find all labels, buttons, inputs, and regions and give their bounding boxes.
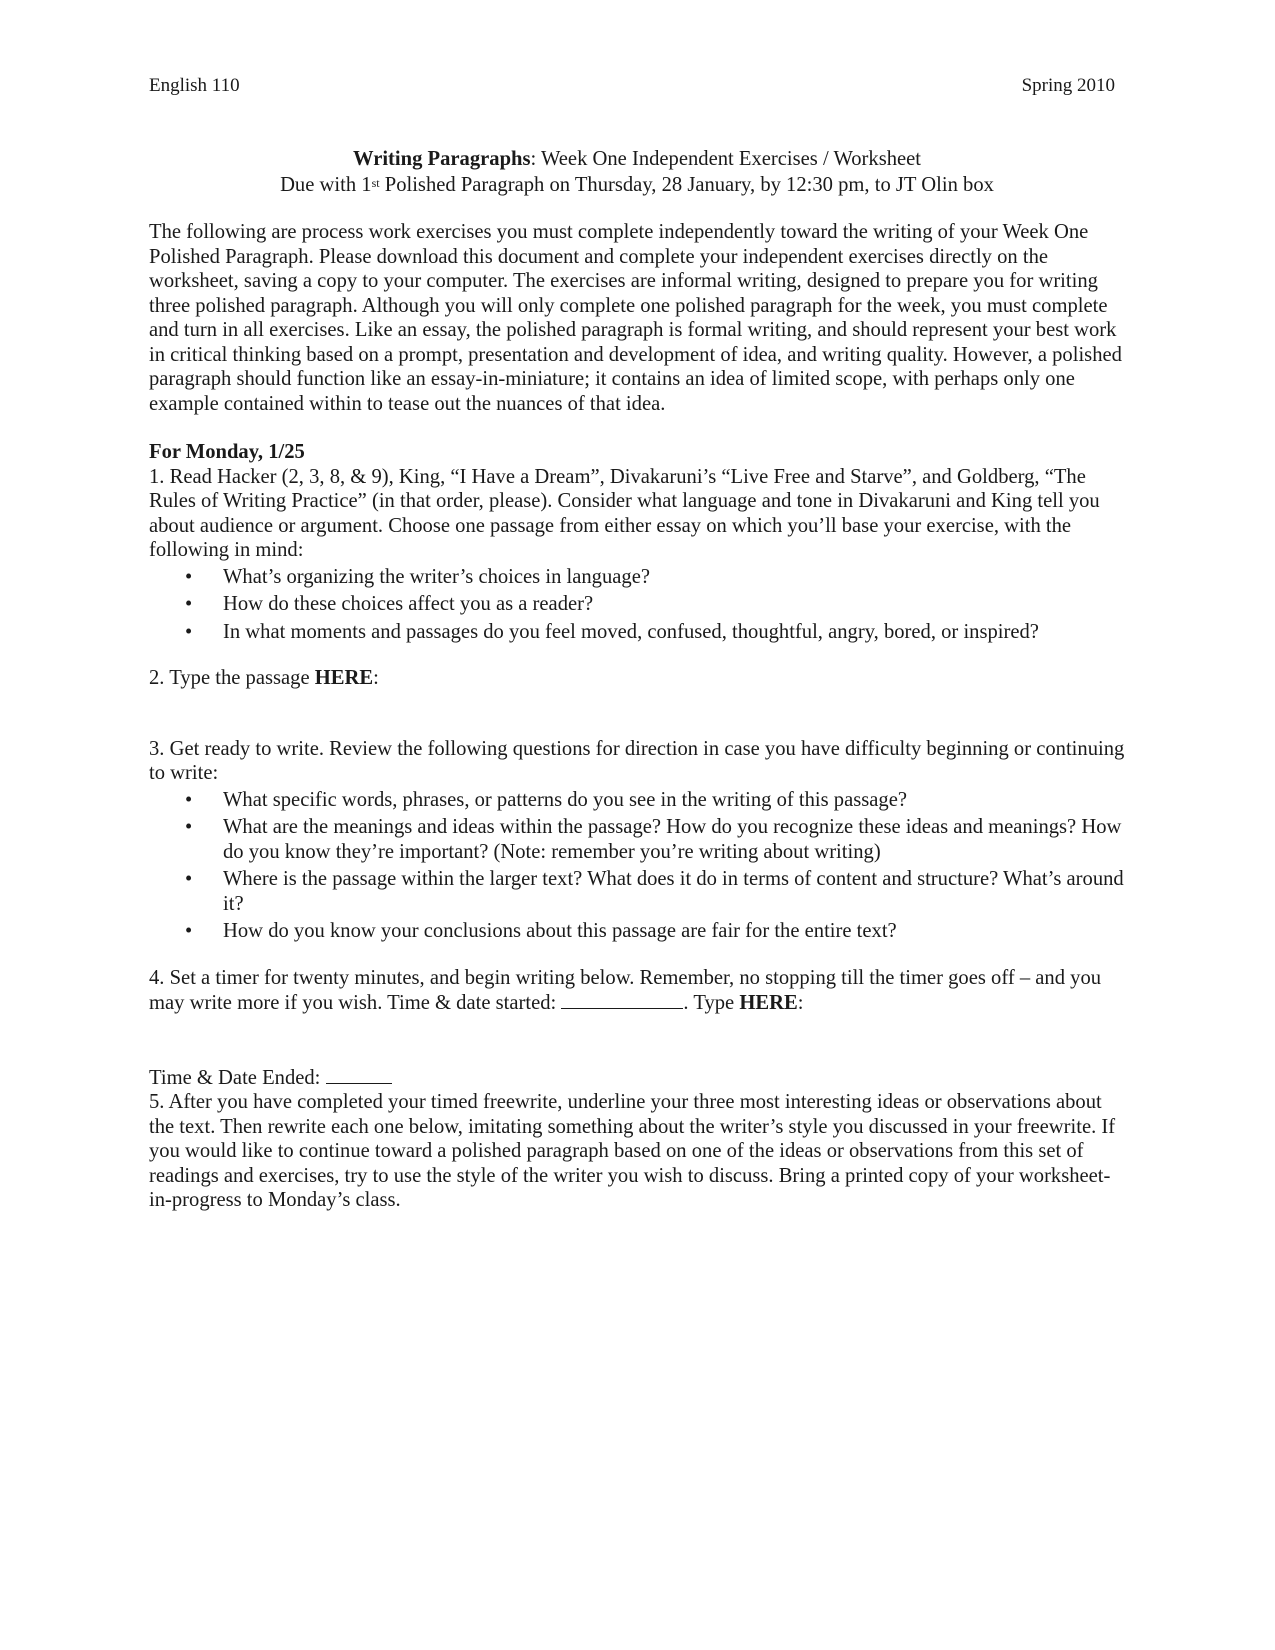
step-5-text: 5. After you have completed your timed freewrite, underline your three most interesting ideas or observations about the text. Then rewrite each one below, imitating something about the writer’s style you discussed in your freewrite. If you would like to continue toward a polished paragraph based on one of the ideas or observations from this set of readings and exercises, try to use the style of the writer you wish to discuss. Bring a printed copy of your worksheet-in-progress to Monday’s class.	[149, 1091, 1116, 1211]
bullet-text: What are the meanings and ideas within the passage? How do you recognize these ideas and meanings? How do you know they’re important? (Note: remember you’re writing about writing)	[223, 816, 1122, 863]
time-ended-blank[interactable]	[326, 1065, 392, 1084]
time-ended-line	[149, 1065, 1125, 1091]
document-body	[149, 146, 1125, 1213]
bullet-icon: •	[185, 593, 193, 615]
title-rest: : Week One Independent Exercises / Worksheet	[530, 148, 922, 170]
bullet-icon: •	[185, 816, 193, 838]
step-4-here: HERE	[739, 992, 798, 1014]
section-heading: For Monday, 1/25	[149, 441, 305, 463]
due-post: Polished Paragraph on Thursday, 28 January, by 12:30 pm, to JT Olin box	[379, 174, 994, 196]
step-2-colon: :	[373, 667, 379, 689]
bullet-icon: •	[185, 788, 193, 811]
due-sup: st	[371, 176, 380, 190]
step-2-text	[149, 666, 1125, 691]
bullet-icon: •	[185, 620, 193, 643]
bullet-text: What specific words, phrases, or patterns do you see in the writing of this passage?	[223, 788, 907, 811]
step-1-bullets	[149, 565, 1125, 645]
bullet-icon: •	[185, 920, 193, 942]
time-started-blank[interactable]	[561, 990, 683, 1009]
list-item	[149, 919, 1125, 944]
step-1-text: 1. Read Hacker (2, 3, 8, & 9), King, “I Have a Dream”, Divakaruni’s “Live Free and Starve”, and Goldberg, “The Rules of Writing Practice” (in that order, please). Consider what language and tone in Divakaruni and King tell you about audience or argument. Choose one passage from either essay on which you’ll base your exercise, with the following in mind:	[149, 465, 1100, 561]
bullet-icon: •	[185, 565, 193, 588]
list-item	[149, 867, 1125, 916]
step-3-text: 3. Get ready to write. Review the following questions for direction in case you have difficulty beginning or continuing to write:	[149, 737, 1125, 784]
step-2-label: 2. Type the passage	[149, 667, 315, 689]
bullet-icon: •	[185, 868, 193, 890]
step-4-type: . Type	[683, 992, 740, 1014]
time-ended-label: Time & Date Ended:	[149, 1066, 326, 1089]
list-item	[149, 592, 1125, 617]
due-line	[149, 172, 1125, 198]
list-item	[149, 620, 1125, 645]
intro-paragraph: The following are process work exercises you must complete independently toward the writing of your Week One Polished Paragraph. Please download this document and complete your independent exercises directly on the worksheet, saving a copy to your computer. The exercises are informal writing, designed to prepare you for writing three polished paragraph. Although you will only complete one polished paragraph for the week, you must complete and turn in all exercises. Like an essay, the polished paragraph is formal writing, and should represent your best work in critical thinking based on a prompt, presentation and development of idea, and writing quality. However, a polished paragraph should function like an essay-in-miniature; it contains an idea of limited scope, with perhaps only one example contained within to tease out the nuances of that idea.	[149, 221, 1122, 415]
bullet-text: In what moments and passages do you feel moved, confused, thoughtful, angry, bored, or inspired?	[223, 620, 1039, 643]
worksheet-title	[149, 146, 1125, 172]
term-header: Spring 2010	[1021, 75, 1115, 96]
bullet-text: How do you know your conclusions about this passage are fair for the entire text?	[223, 920, 897, 942]
list-item	[149, 815, 1125, 864]
step-4-colon: :	[797, 992, 804, 1014]
course-header: English 110	[149, 75, 240, 96]
step-2-here: HERE	[314, 667, 374, 689]
title-bold: Writing Paragraphs	[352, 148, 531, 170]
step-4-label: 4. Set a timer for twenty minutes, and begin writing below. Remember, no stopping till the timer goes off – and you may write more if you wish. Time & date started:	[149, 966, 1102, 1014]
step-4-text	[149, 966, 1125, 1016]
bullet-text: What’s organizing the writer’s choices in language?	[223, 565, 650, 588]
bullet-text: Where is the passage within the larger text? What does it do in terms of content and structure? What’s around it?	[223, 868, 1124, 915]
title-block	[149, 146, 1125, 198]
list-item	[149, 788, 1125, 813]
bullet-text: How do these choices affect you as a reader?	[223, 593, 594, 615]
due-pre: Due with 1	[280, 174, 372, 196]
step-3-bullets	[149, 788, 1125, 944]
list-item	[149, 565, 1125, 590]
